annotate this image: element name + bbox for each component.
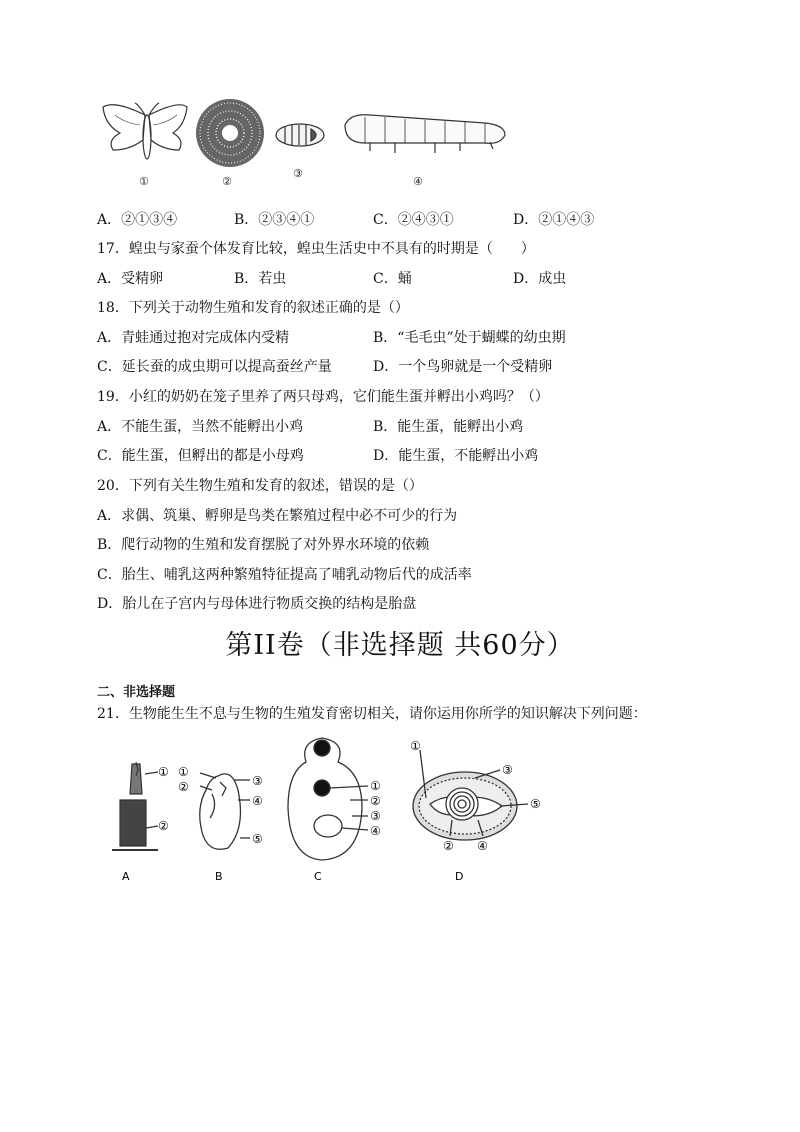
q16-option-b[interactable]: B．②③④①: [234, 212, 315, 228]
figure-d-label-1: ①: [410, 739, 421, 753]
figure-b-caption: B: [215, 870, 223, 883]
figure-b-label-5: ⑤: [252, 832, 263, 846]
figure-c-label-3: ③: [370, 809, 381, 823]
figure-a-grafting: [112, 762, 158, 850]
figure-d-label-4: ④: [477, 839, 488, 853]
q17-stem: 17．蝗虫与家蚕个体发育比较，蝗虫生活史中不具有的时期是（ ）: [97, 241, 535, 257]
part-heading: 二、非选择题: [97, 685, 176, 700]
q17-option-c[interactable]: C．蛹: [373, 271, 412, 287]
q18-option-d[interactable]: D．一个鸟卵就是一个受精卵: [373, 359, 553, 375]
figure-d-label-3: ③: [502, 763, 513, 777]
figure-top-label-4: ④: [413, 175, 423, 188]
q19-option-d[interactable]: D．能生蛋，不能孵出小鸡: [373, 448, 539, 464]
figure-c-label-2: ②: [370, 794, 381, 808]
q16-option-c[interactable]: C．②④③①: [373, 212, 454, 228]
q21-stem: 21．生物能生生不息与生物的生殖发育密切相关，请你运用你所学的知识解决下列问题：: [97, 706, 647, 722]
q20-option-d[interactable]: D．胎儿在子宫内与母体进行物质交换的结构是胎盘: [97, 596, 417, 612]
figure-top-label-1: ①: [139, 175, 149, 188]
q18-option-a[interactable]: A．青蛙通过抱对完成体内受精: [97, 330, 290, 346]
figure-a-caption: A: [122, 870, 130, 883]
figure-b-label-1: ①: [178, 765, 189, 779]
figure-b-label-4: ④: [252, 794, 263, 808]
figure-c-yeast: [288, 738, 368, 860]
q21-figure: [100, 728, 570, 888]
figure-d-label-5: ⑤: [530, 797, 541, 811]
q17-option-b[interactable]: B．若虫: [234, 271, 287, 287]
figure-b-label-2: ②: [178, 780, 189, 794]
silkworm-lifecycle-figure: [95, 95, 515, 190]
q18-option-b[interactable]: B．“毛毛虫”处于蝴蝶的幼虫期: [373, 330, 566, 346]
q20-option-a[interactable]: A．求偶、筑巢、孵卵是鸟类在繁殖过程中必不可少的行为: [97, 508, 458, 524]
pupa-drawing: [276, 124, 324, 146]
moth-drawing: [103, 103, 187, 159]
q19-option-a[interactable]: A．不能生蛋，当然不能孵出小鸡: [97, 419, 304, 435]
figure-b-seed: [200, 773, 250, 849]
figure-a-label-1: ①: [158, 765, 169, 779]
q20-option-b[interactable]: B．爬行动物的生殖和发育摆脱了对外界水环境的依赖: [97, 537, 430, 553]
figure-c-label-1: ①: [370, 779, 381, 793]
q18-option-c[interactable]: C．延长蚕的成虫期可以提高蚕丝产量: [97, 359, 332, 375]
figure-top-label-2: ②: [222, 175, 232, 188]
q20-option-c[interactable]: C．胎生、哺乳这两种繁殖特征提高了哺乳动物后代的成活率: [97, 567, 472, 583]
q19-option-b[interactable]: B．能生蛋，能孵出小鸡: [373, 419, 524, 435]
figure-c-caption: C: [314, 870, 322, 883]
q19-option-c[interactable]: C．能生蛋，但孵出的都是小母鸡: [97, 448, 304, 464]
section-title: 第II卷（非选择题 共60分）: [225, 630, 575, 661]
larva-drawing: [345, 115, 505, 153]
q16-option-d[interactable]: D．②①④③: [513, 212, 595, 228]
q17-option-a[interactable]: A．受精卵: [97, 271, 164, 287]
q19-stem: 19．小红的奶奶在笼子里养了两只母鸡，它们能生蛋并孵出小鸡吗？（）: [97, 389, 549, 405]
q20-stem: 20．下列有关生物生殖和发育的叙述，错误的是（）: [97, 478, 423, 494]
q18-stem: 18．下列关于动物生殖和发育的叙述正确的是（）: [97, 300, 409, 316]
figure-d-label-2: ②: [443, 839, 454, 853]
figure-b-label-3: ③: [252, 774, 263, 788]
figure-c-label-4: ④: [370, 824, 381, 838]
figure-top-label-3: ③: [293, 167, 303, 180]
figure-d-caption: D: [455, 870, 464, 883]
q16-option-a[interactable]: A．②①③④: [97, 212, 178, 228]
q17-option-d[interactable]: D．成虫: [513, 271, 567, 287]
egg-mass-drawing: [196, 99, 264, 167]
figure-a-label-2: ②: [158, 819, 169, 833]
